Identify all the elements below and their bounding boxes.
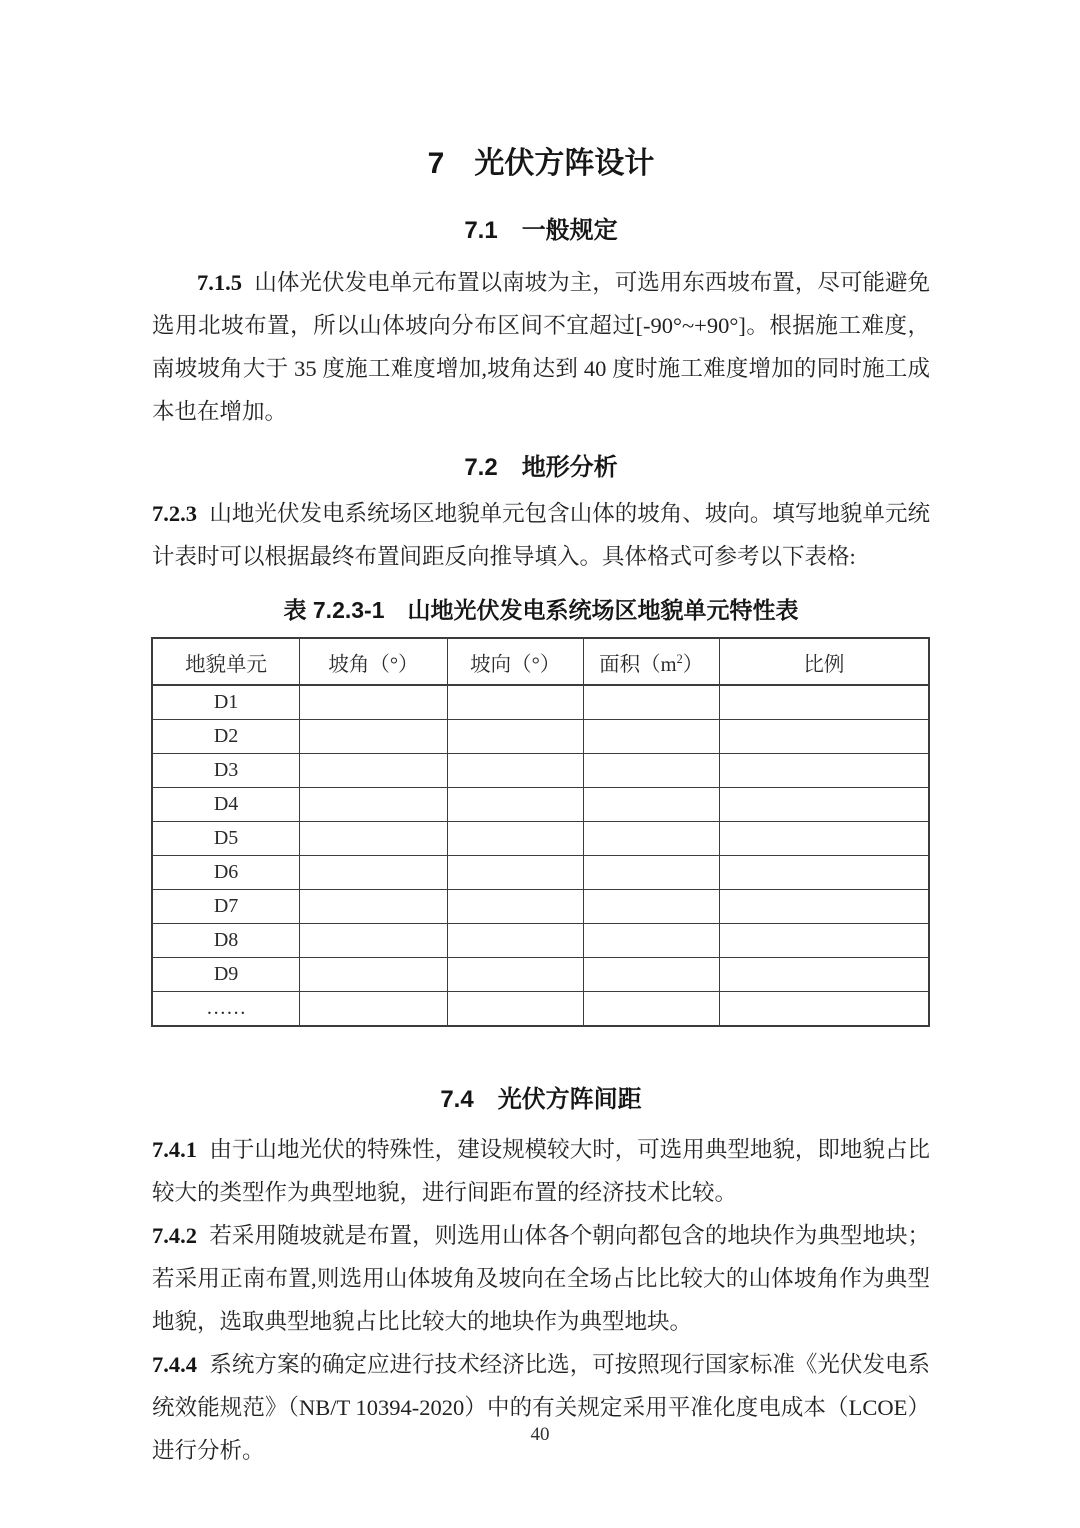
paragraph-number: 7.1.5 — [197, 270, 242, 295]
table-row — [152, 890, 929, 924]
table-header-cell: 面积$(m^2)$ — [583, 638, 719, 685]
table-cell — [583, 685, 719, 720]
table-cell — [583, 822, 719, 856]
section-heading-7-2 — [152, 447, 930, 482]
section-title: 一般规定 — [521, 217, 618, 244]
paragraph-number: 7.2.3 — [152, 501, 197, 526]
table-cell — [300, 685, 448, 720]
table-cell — [583, 754, 719, 788]
table-cell — [447, 822, 583, 856]
table-row — [152, 822, 929, 856]
table-cell — [300, 856, 448, 890]
table-row — [152, 992, 929, 1027]
table-cell — [300, 788, 448, 822]
table-cell — [583, 890, 719, 924]
chapter-heading — [152, 138, 930, 182]
table-cell — [300, 822, 448, 856]
section-number: 7.1 — [464, 217, 498, 244]
table-cell: D2 — [152, 720, 300, 754]
table-cell — [583, 856, 719, 890]
terrain-table-head — [152, 638, 929, 685]
table-cell — [300, 754, 448, 788]
table-cell — [447, 685, 583, 720]
paragraph-number: 7.4.4 — [152, 1352, 197, 1377]
paragraph-7-2-3 — [152, 492, 930, 578]
table-cell — [300, 992, 448, 1027]
paragraph-7-1-5 — [152, 261, 930, 433]
table-caption: 表 7.2.3-1 山地光伏发电系统场区地貌单元特性表 — [283, 597, 799, 623]
table-row — [152, 924, 929, 958]
paragraph-7-4-1 — [152, 1128, 930, 1214]
terrain-table-body — [152, 685, 929, 1026]
paragraph-number: 7.4.1 — [152, 1137, 197, 1162]
table-header-row — [152, 638, 929, 685]
table-cell — [583, 720, 719, 754]
table-cell: D9 — [152, 958, 300, 992]
paragraph-7-4-2 — [152, 1214, 930, 1343]
table-row — [152, 958, 929, 992]
table-cell — [300, 720, 448, 754]
table-cell: D5 — [152, 822, 300, 856]
table-cell: D4 — [152, 788, 300, 822]
table-cell — [447, 924, 583, 958]
table-cell — [447, 856, 583, 890]
section-title: 光伏方阵间距 — [497, 1086, 642, 1113]
page-number: 40 — [530, 1424, 550, 1445]
paragraph-text: 若采用随坡就是布置，则选用山体各个朝向都包含的地块作为典型地块；若采用正南布置,则选用山体坡角及坡向在全场占比比较大的山体坡角作为典型地貌，选取典型地貌占比比较大的地块作为典型地块。 — [152, 1223, 930, 1334]
table-cell — [583, 788, 719, 822]
section-number: 7.4 — [440, 1086, 474, 1113]
table-cell — [719, 685, 929, 720]
section-title: 地形分析 — [521, 454, 618, 481]
table-cell — [447, 720, 583, 754]
table-cell: D6 — [152, 856, 300, 890]
table-cell — [583, 958, 719, 992]
table-cell — [583, 992, 719, 1027]
table-cell — [719, 754, 929, 788]
table-header-cell: 比例 — [719, 638, 929, 685]
table-cell — [447, 788, 583, 822]
table-cell — [447, 992, 583, 1027]
section-heading-7-1 — [152, 210, 930, 245]
table-cell — [719, 890, 929, 924]
section-number: 7.2 — [464, 454, 498, 481]
section-heading-7-4 — [152, 1079, 930, 1114]
table-cell: D8 — [152, 924, 300, 958]
table-header-cell: 地貌单元 — [152, 638, 300, 685]
table-cell: …… — [152, 992, 300, 1027]
table-header-cell: 坡向（°） — [447, 638, 583, 685]
table-cell — [300, 924, 448, 958]
table-row — [152, 788, 929, 822]
table-cell — [719, 924, 929, 958]
table-header-cell: 坡角（°） — [300, 638, 448, 685]
table-cell — [719, 856, 929, 890]
paragraph-text: 山体光伏发电单元布置以南坡为主，可选用东西坡布置，尽可能避免选用北坡布置，所以山体坡向分布区间不宜超过[-90°~+90°]。根据施工难度，南坡坡角大于 35 度施工难度增加,坡角达到 40 度时施工难度增加的同时施工成本也在增加。 — [152, 270, 930, 424]
table-row — [152, 754, 929, 788]
table-cell: D1 — [152, 685, 300, 720]
table-cell — [300, 958, 448, 992]
table-cell: D7 — [152, 890, 300, 924]
chapter-number: 7 — [427, 147, 445, 180]
paragraph-text: 系统方案的确定应进行技术经济比选，可按照现行国家标准《光伏发电系统效能规范》（NB/T 10394-2020）中的有关规定采用平准化度电成本（LCOE）进行分析。 — [152, 1352, 930, 1463]
table-cell: D3 — [152, 754, 300, 788]
table-cell — [583, 924, 719, 958]
paragraph-7-4-4 — [152, 1343, 930, 1472]
table-row — [152, 720, 929, 754]
chapter-title: 光伏方阵设计 — [474, 147, 655, 180]
table-cell — [719, 992, 929, 1027]
table-cell — [447, 754, 583, 788]
table-cell — [300, 890, 448, 924]
table-row — [152, 685, 929, 720]
table-cell — [719, 822, 929, 856]
table-cell — [447, 890, 583, 924]
table-cell — [719, 720, 929, 754]
terrain-unit-table — [151, 637, 930, 1027]
paragraph-text: 山地光伏发电系统场区地貌单元包含山体的坡角、坡向。填写地貌单元统计表时可以根据最终布置间距反向推导填入。具体格式可参考以下表格: — [152, 501, 930, 569]
table-cell — [447, 958, 583, 992]
table-cell — [719, 958, 929, 992]
paragraph-number: 7.4.2 — [152, 1223, 197, 1248]
paragraph-text: 由于山地光伏的特殊性，建设规模较大时，可选用典型地貌，即地貌占比较大的类型作为典型地貌，进行间距布置的经济技术比较。 — [152, 1137, 930, 1205]
table-row — [152, 856, 929, 890]
table-cell — [719, 788, 929, 822]
